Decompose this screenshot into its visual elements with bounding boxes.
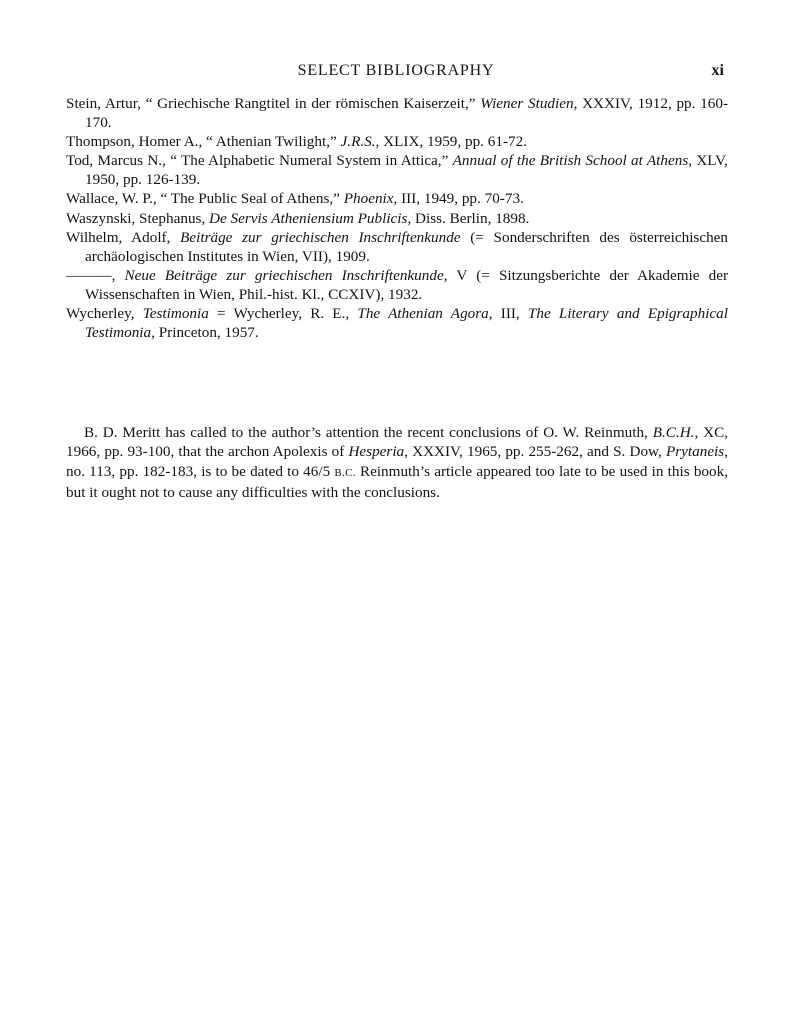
text-run: , Diss. Berlin, 1898. bbox=[407, 209, 530, 227]
text-run: Thompson, Homer A., “ Athenian Twilight,” bbox=[66, 133, 341, 151]
italic-title: The Literary and Epigraphical Testimonia bbox=[85, 305, 728, 342]
italic-title: Prytaneis bbox=[665, 443, 725, 461]
bibliography-entry bbox=[66, 94, 728, 132]
text-run: , no. 113, pp. 182-183, is to be dated to 46/5 bbox=[66, 443, 728, 480]
text-run: , V (= Sitzungsberichte der Akademie der Wissenschaften in Wien, Phil.-hist. Kl., CCXIV), 1932. bbox=[85, 266, 729, 303]
text-run: , III, 1949, pp. 70-73. bbox=[393, 190, 524, 208]
text-run: Waszynski, Stephanus, bbox=[66, 209, 210, 227]
italic-title: Neue Beiträge zur griechischen Inschriftenkunde bbox=[124, 266, 444, 284]
bibliography-entry bbox=[66, 228, 728, 266]
text-run: = Wycherley, R. E., bbox=[208, 305, 358, 323]
italic-title: Beiträge zur griechischen Inschriftenkunde bbox=[180, 228, 461, 246]
italic-title: Wiener Studien bbox=[480, 95, 574, 112]
text-run: Wallace, W. P., “ The Public Seal of Athens,” bbox=[66, 190, 344, 208]
running-head bbox=[66, 60, 726, 84]
italic-title: B.C.H. bbox=[652, 424, 695, 441]
italic-title: De Servis Atheniensium Publicis bbox=[209, 209, 408, 227]
italic-title: Annual of the British School at Athens bbox=[452, 152, 689, 170]
small-caps-text: B.C. bbox=[334, 466, 356, 479]
running-title: SELECT BIBLIOGRAPHY bbox=[297, 62, 495, 79]
text-run: , XXXIV, 1912, pp. 160-170. bbox=[85, 95, 729, 132]
bibliography-entry bbox=[66, 189, 728, 208]
italic-title: The Athenian Agora bbox=[357, 305, 489, 323]
text-run: , XLIX, 1959, pp. 61-72. bbox=[375, 133, 527, 151]
bibliography-entry bbox=[66, 151, 728, 189]
text-run: (= Sonderschriften des österreichischen archäologischen Institutes in Wien, VII), 1909. bbox=[85, 228, 728, 265]
author-note bbox=[66, 423, 728, 502]
text-run: Stein, Artur, “ Griechische Rangtitel in der römischen Kaiserzeit,” bbox=[66, 95, 481, 112]
italic-title: Phoenix bbox=[343, 190, 394, 208]
bibliography-entry bbox=[66, 132, 728, 151]
page-number: xi bbox=[711, 62, 724, 79]
text-run: Wycherley, bbox=[66, 305, 143, 323]
text-run: , XXXIV, 1965, pp. 255-262, and S. Dow, bbox=[404, 443, 666, 461]
bibliography-list bbox=[66, 94, 728, 342]
text-run: Reinmuth’s article appeared too late to be used in this book, but it ought not to cause any difficulties with the conclusions. bbox=[66, 462, 728, 501]
italic-title: J.R.S. bbox=[340, 133, 376, 151]
text-run: Wilhelm, Adolf, bbox=[66, 228, 181, 246]
bibliography-entry bbox=[66, 304, 728, 342]
bibliography-entry bbox=[66, 266, 728, 304]
italic-title: Hesperia bbox=[348, 443, 405, 461]
text-run: , Princeton, 1957. bbox=[151, 324, 259, 342]
text-run: , III, bbox=[488, 305, 528, 323]
text-run: ———, bbox=[66, 266, 125, 284]
text-run: B. D. Meritt has called to the author’s attention the recent conclusions of O. W. Reinmuth, bbox=[84, 424, 653, 441]
text-run: Tod, Marcus N., “ The Alphabetic Numeral System in Attica,” bbox=[66, 152, 453, 170]
text-run: , XC, 1966, pp. 93-100, that the archon Apolexis of bbox=[66, 424, 728, 461]
bibliography-entry bbox=[66, 209, 728, 228]
italic-title: Testimonia bbox=[142, 305, 209, 323]
text-run: , XLV, 1950, pp. 126-139. bbox=[85, 152, 728, 189]
